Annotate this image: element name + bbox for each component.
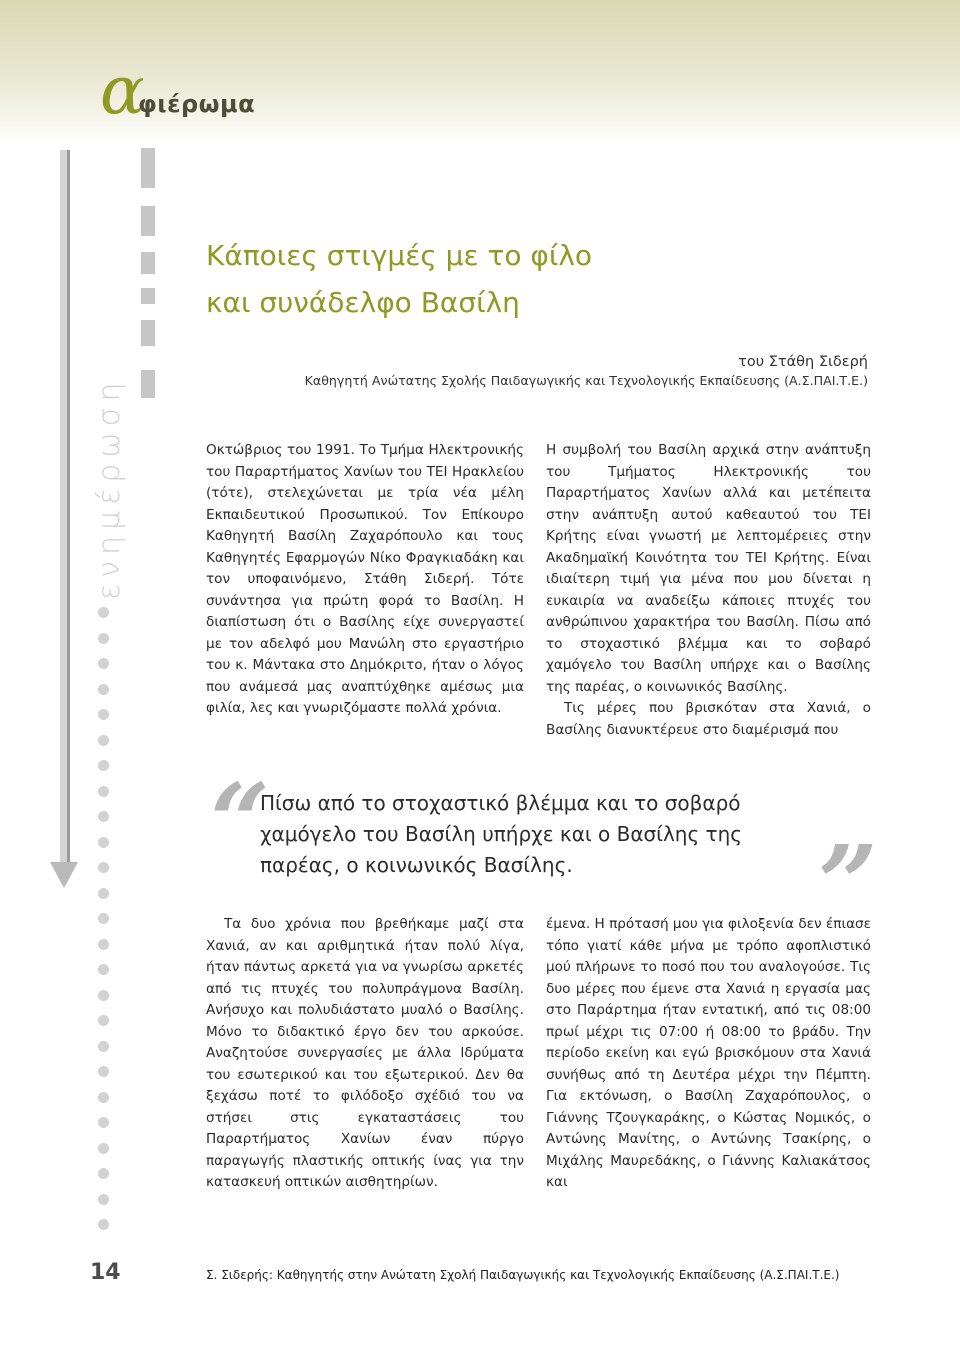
decorative-dot (98, 939, 109, 950)
title-line: Κάποιες στιγμές με το φίλο (206, 239, 593, 272)
body-column-2 (546, 440, 871, 741)
decorative-dot (98, 990, 109, 1001)
decorative-dot (98, 607, 109, 618)
decorative-dot (98, 633, 109, 644)
title-line: και συνάδελφο Βασίλη (206, 286, 520, 319)
decorative-dot (98, 735, 109, 746)
section-initial: α (100, 52, 145, 129)
footnote: Σ. Σιδερής: Καθηγητής στην Ανώτατη Σχολή Παιδαγωγικής και Τεχνολογικής Εκπαίδευσης (Α.Σ.ΠΑΙ.Τ.Ε.) (206, 1268, 840, 1282)
article-title (206, 232, 806, 326)
body-column-1 (206, 440, 524, 720)
decorative-dot (98, 862, 109, 873)
decorative-dot (98, 1041, 109, 1052)
paragraph: Η συμβολή του Βασίλη αρχικά στην ανάπτυξη του Τμήματος Ηλεκτρονικής του Παραρτήματος Χανίων αλλά και μετέπειτα στην ανάπτυξη αυτού καθεαυτού του ΤΕΙ Κρήτης είναι γνωστή με λεπτομέρειες στην Ακαδημαϊκή Κοινότητα του ΤΕΙ Κρήτης. Είναι ιδιαίτερη τιμή για μένα που μου δίνεται η ευκαιρία να αναδείξω κάποιες πτυχές του ανθρώπινου χαρακτήρα του Βασίλη. Πίσω από το στοχαστικό βλέμμα και το σοβαρό χαμόγελο του Βασίλη υπήρχε και ο Βασίλης της παρέας, ο κοινωνικός Βασίλης. (546, 442, 871, 695)
arrow-down-icon (50, 862, 78, 888)
dash-bar (141, 370, 155, 398)
decorative-dot (98, 1194, 109, 1205)
decorative-dot (98, 786, 109, 797)
pull-quote: Πίσω από το στοχαστικό βλέμμα και το σοβαρό χαμόγελο του Βασίλη υπήρχε και ο Βασίλης της παρέας, ο κοινωνικός Βασίλης. (260, 791, 743, 877)
decorative-dot (98, 888, 109, 899)
open-quote-icon: “ (210, 760, 270, 883)
dash-bar (141, 252, 155, 274)
dash-bar (141, 288, 155, 304)
dash-bar (141, 206, 155, 236)
dash-bar (141, 148, 155, 188)
paragraph: Τις μέρες που βρισκόταν στα Χανιά, ο Βασίλης διανυκτέρευε στο διαμέρισμά που (546, 700, 871, 738)
dash-bar (141, 320, 155, 346)
author: του Στάθη Σιδερή (738, 354, 868, 370)
decorative-dot (98, 837, 109, 848)
page-number: 14 (90, 1260, 121, 1285)
decorative-dot (98, 1092, 109, 1103)
decorative-dot (98, 913, 109, 924)
body-column-4 (546, 914, 871, 1194)
decorative-dot (98, 709, 109, 720)
decorative-dot (98, 1143, 109, 1154)
decorative-dot (98, 658, 109, 669)
arrow-line-shadow (67, 150, 70, 865)
decorative-dot (98, 1015, 109, 1026)
arrow-line (60, 150, 67, 865)
decorative-dot (98, 1117, 109, 1128)
decorative-dot (98, 1219, 109, 1230)
paragraph: έμενα. Η πρότασή μου για φιλοξενία δεν έπιασε τόπο γιατί κάθε μήνα με τρόπο αφοπλιστικό μού πλήρωνε το ποσό που του αναλογούσε. Τις δυο μέρες που έμενε στα Χανιά η εργασία μας στο Παράρτημα ήταν εντατική, από τις 08:00 πρωί μέχρι τις 07:00 ή 08:00 το βράδυ. Την περίοδο εκείνη και εγώ βρισκόμουν στα Χανιά συνήθως από τη Δευτέρα μέχρι την Πέμπτη. Για εκτόνωση, ο Βασίλη Ζαχαρόπουλος, ο Γιάννης Τζουγκαράκης, ο Κώστας Νομικός, ο Αντώνης Μανίτης, ο Αντώνης Τσακίρης, ο Μιχάλης Μαυρεδάκης, ο Γιάννης Καλιακάτσος και (546, 916, 871, 1190)
paragraph: Οκτώβριος του 1991. Το Τμήμα Ηλεκτρονικής του Παραρτήματος Χανίων του ΤΕΙ Ηρακλείου (τότε), στελεχώνεται με τρία νέα μέλη Εκπαιδευτικού Προσωπικού. Τον Επίκουρο Καθηγητή Βασίλη Ζαχαρόπουλο και τους Καθηγητές Εφαρμογών Νίκο Φραγκιαδάκη και τον υποφαινόμενο, Στάθη Σιδερή. Τότε συνάντησα για πρώτη φορά το Βασίλη. Η διαπίστωση ότι ο Βασίλης είχε συνεργαστεί με τον αδελφό μου Μανώλη στο εργαστήριο του κ. Μάντακα στο Δημόκριτο, ήταν ο λόγος που ανάμεσά μας αναπτύχθηκε αμέσως μια φιλία, λες και γνωριζόμαστε πολλά χρόνια. (206, 442, 524, 716)
decorative-dot (98, 964, 109, 975)
decorative-dot (98, 811, 109, 822)
byline (305, 354, 868, 388)
side-label: ενημέρωση (92, 376, 127, 600)
paragraph: Τα δυο χρόνια που βρεθήκαμε μαζί στα Χανιά, αν και αριθμητικά ήταν πολύ λίγα, ήταν πάντως αρκετά για να γνωρίσω αρκετές από τις πτυχές του πολυπράγμονα Βασίλη. Ανήσυχο και πολυδιάστατο μυαλό ο Βασίλης. Μόνο το διδακτικό έργο δεν του αρκούσε. Αναζητούσε συνεργασίες με άλλα Ιδρύματα του εσωτερικού και του εξωτερικού. Δεν θα ξεχάσω ποτέ το φιλόδοξο σχέδιό του να στήσει στις εγκαταστάσεις του Παραρτήματος Χανίων έναν πύργο παραγωγής πλαστικής οπτικής ίνας για την κατασκευή οπτικών αισθητηρίων. (206, 916, 524, 1190)
decorative-dot (98, 684, 109, 695)
dash-column (141, 148, 155, 410)
decorative-dot (98, 1168, 109, 1179)
decorative-dot (98, 1066, 109, 1077)
close-quote-icon: ” (818, 822, 878, 945)
section-name: φιέρωμα (138, 90, 256, 118)
author-affiliation: Καθηγητή Ανώτατης Σχολής Παιδαγωγικής και Τεχνολογικής Εκπαίδευσης (Α.Σ.ΠΑΙ.Τ.Ε.) (304, 373, 868, 388)
decorative-dot (98, 760, 109, 771)
body-column-3 (206, 914, 524, 1194)
